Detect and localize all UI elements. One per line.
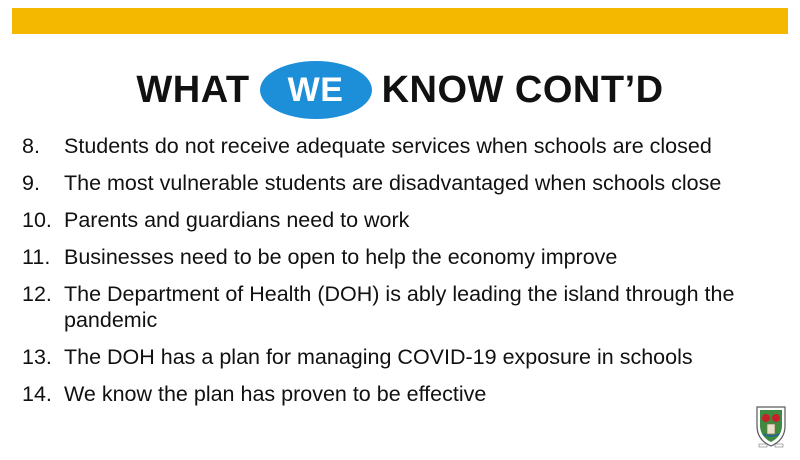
- item-number: 9.: [22, 171, 40, 195]
- item-text: The Department of Health (DOH) is ably leading the island through the pandemic: [64, 282, 735, 332]
- top-accent-bar: [12, 8, 788, 34]
- list-item: [22, 170, 792, 196]
- item-text: Parents and guardians need to work: [64, 208, 410, 232]
- item-text: The DOH has a plan for managing COVID-19 exposure in schools: [64, 345, 693, 369]
- item-text: Businesses need to be open to help the economy improve: [64, 245, 618, 269]
- slide-title: [0, 58, 800, 122]
- item-text: The most vulnerable students are disadvantaged when schools close: [64, 171, 722, 195]
- item-text: We know the plan has proven to be effective: [64, 382, 487, 406]
- item-number: 8.: [22, 134, 40, 158]
- list-item: [22, 207, 792, 233]
- title-word-what: WHAT: [136, 68, 250, 111]
- list-item: [22, 133, 792, 159]
- list-item: [22, 281, 792, 333]
- item-number: 12.: [22, 282, 52, 306]
- list-item: [22, 381, 792, 407]
- coat-of-arms-icon: [754, 404, 788, 448]
- facts-list: [22, 133, 792, 418]
- title-word-know: KNOW CONT’D: [381, 68, 664, 111]
- list-item: [22, 244, 792, 270]
- item-number: 14.: [22, 382, 52, 406]
- item-number: 13.: [22, 345, 52, 369]
- title-we-oval: WE: [260, 61, 372, 119]
- list-item: [22, 344, 792, 370]
- item-number: 11.: [22, 245, 51, 269]
- item-number: 10.: [22, 208, 52, 232]
- item-text: Students do not receive adequate services when schools are closed: [64, 134, 712, 158]
